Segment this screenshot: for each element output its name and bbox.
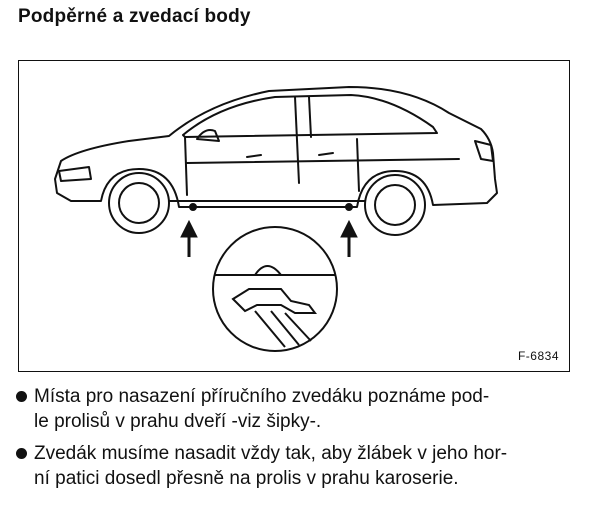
bullet-line: Zvedák musíme nasadit vždy tak, aby žlábek v jeho hor- [34, 443, 508, 464]
arrow-front [181, 221, 197, 257]
car-body-outline [55, 87, 497, 207]
jack-point-front [190, 204, 196, 210]
mirror [197, 130, 219, 141]
figure-frame [18, 60, 570, 372]
car-jacking-points-illustration [19, 61, 571, 373]
bullet-line: ní patici dosedl přesně na prolis v prahu karoserie. [34, 468, 459, 489]
bullet-dot-icon [16, 448, 27, 459]
arrow-rear [341, 221, 357, 257]
bullet-item [16, 384, 608, 434]
jack-point-rear [346, 204, 352, 210]
figure-code: F-6834 [517, 349, 559, 363]
detail-circle [213, 227, 337, 351]
bullet-list [16, 384, 608, 498]
bullet-line: Místa pro nasazení příručního zvedáku poznáme pod- [34, 386, 490, 407]
bullet-item [16, 441, 608, 491]
page-title: Podpěrné a zvedací body [18, 6, 251, 27]
bullet-line: le prolisů v prahu dveří -viz šipky-. [34, 411, 322, 432]
bullet-dot-icon [16, 391, 27, 402]
